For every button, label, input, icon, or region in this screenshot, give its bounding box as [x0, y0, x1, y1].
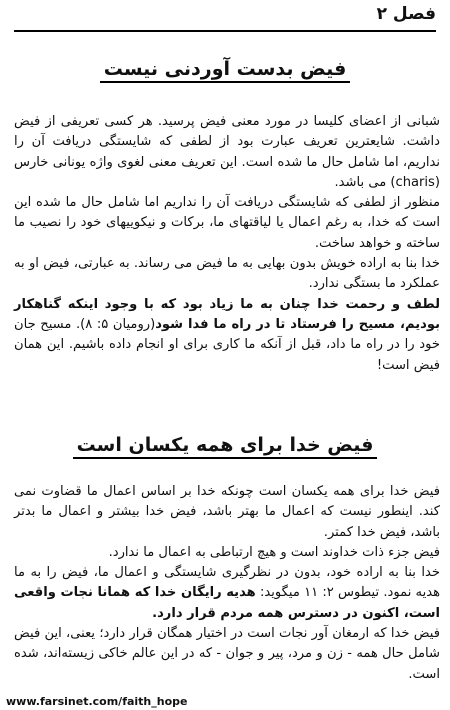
- chapter-label: فصل ۲: [376, 4, 436, 24]
- section-heading-1: [0, 58, 450, 80]
- bold-quote: لطف و رحمت خدا چنان به ما زیاد بود که با وجود اینکه گناهکار بودیم، مسیح را فرستاد تا در راه ما فدا شود: [14, 296, 440, 332]
- chapter-divider: [14, 30, 436, 32]
- section-heading-1-text: فیض بدست آوردنی نیست: [100, 58, 351, 83]
- section-heading-2: [0, 434, 450, 456]
- section-1-body: [14, 112, 440, 376]
- paragraph-end: مسیح جان خود را در راه ما داد، قبل از آنکه ما کاری برای او انجام داده باشیم. این همان فیض است!: [14, 316, 440, 373]
- paragraph: [14, 295, 440, 376]
- section-heading-2-text: فیض خدا برای همه یکسان است: [73, 434, 378, 459]
- footer-url: www.farsinet.com/faith_hope: [6, 695, 188, 708]
- paragraph: [14, 563, 440, 624]
- paragraph: فیض خدا برای همه یکسان است چونکه خدا بر اساس اعمال ما قضاوت نمی کند. اینطور نیست که اعمال ما بهتر باشد، فیض خدا بیشتر و اعمال ما بدتر باشد، فیض خدا کمتر.: [14, 484, 440, 540]
- paragraph: فیض جزء ذات خداوند است و هیچ ارتباطی به اعمال ما ندارد.: [108, 544, 440, 560]
- paragraph: خدا بنا به اراده خویش بدون بهایی به ما فیض می رساند. به عبارتی، فیض او به عملکرد ما بستگی ندارد.: [14, 256, 440, 292]
- paragraph: منظور از لطفی که شایستگی دریافت آن را نداریم اما شامل حال ما شده این است که خدا، به رغم اعمال یا لیاقتهای ما، برکات و نیکوییهای خود را نصیب ما ساخته و خواهد ساخت.: [14, 195, 440, 251]
- paragraph: شبانی از اعضای کلیسا در مورد معنی فیض پرسید. هر کسی تعریفی از فیض داشت. شایعترین تعریف عبارت بود از لطفی که شایستگی دریافت آن را نداریم، اما شامل حال ما شده است. این تعریف معنی لغوی واژه یونانی خارس (charis) می باشد.: [14, 114, 440, 190]
- paragraph: فیض خدا که ارمغان آور نجات است در اختیار همگان قرار دارد؛ یعنی، این فیض شامل حال همه - زن و مرد، پیر و جوان - که در این عالم خاکی زیسته‌اند، شده است.: [14, 626, 440, 682]
- bold-quote: هدیه رایگان خدا که همانا نجات واقعی است، اکنون در دسترس همه مردم قرار دارد.: [14, 585, 440, 621]
- paragraph-start: خدا بنا به اراده خود، بدون در نظرگیری شایستگی و اعمال ما، فیض را به ما هدیه نمود. تیطوس ۲: ۱۱ میگوید:: [14, 565, 440, 601]
- scripture-reference: (رومیان ۵: ۸).: [75, 316, 156, 332]
- section-2-body: [14, 482, 440, 685]
